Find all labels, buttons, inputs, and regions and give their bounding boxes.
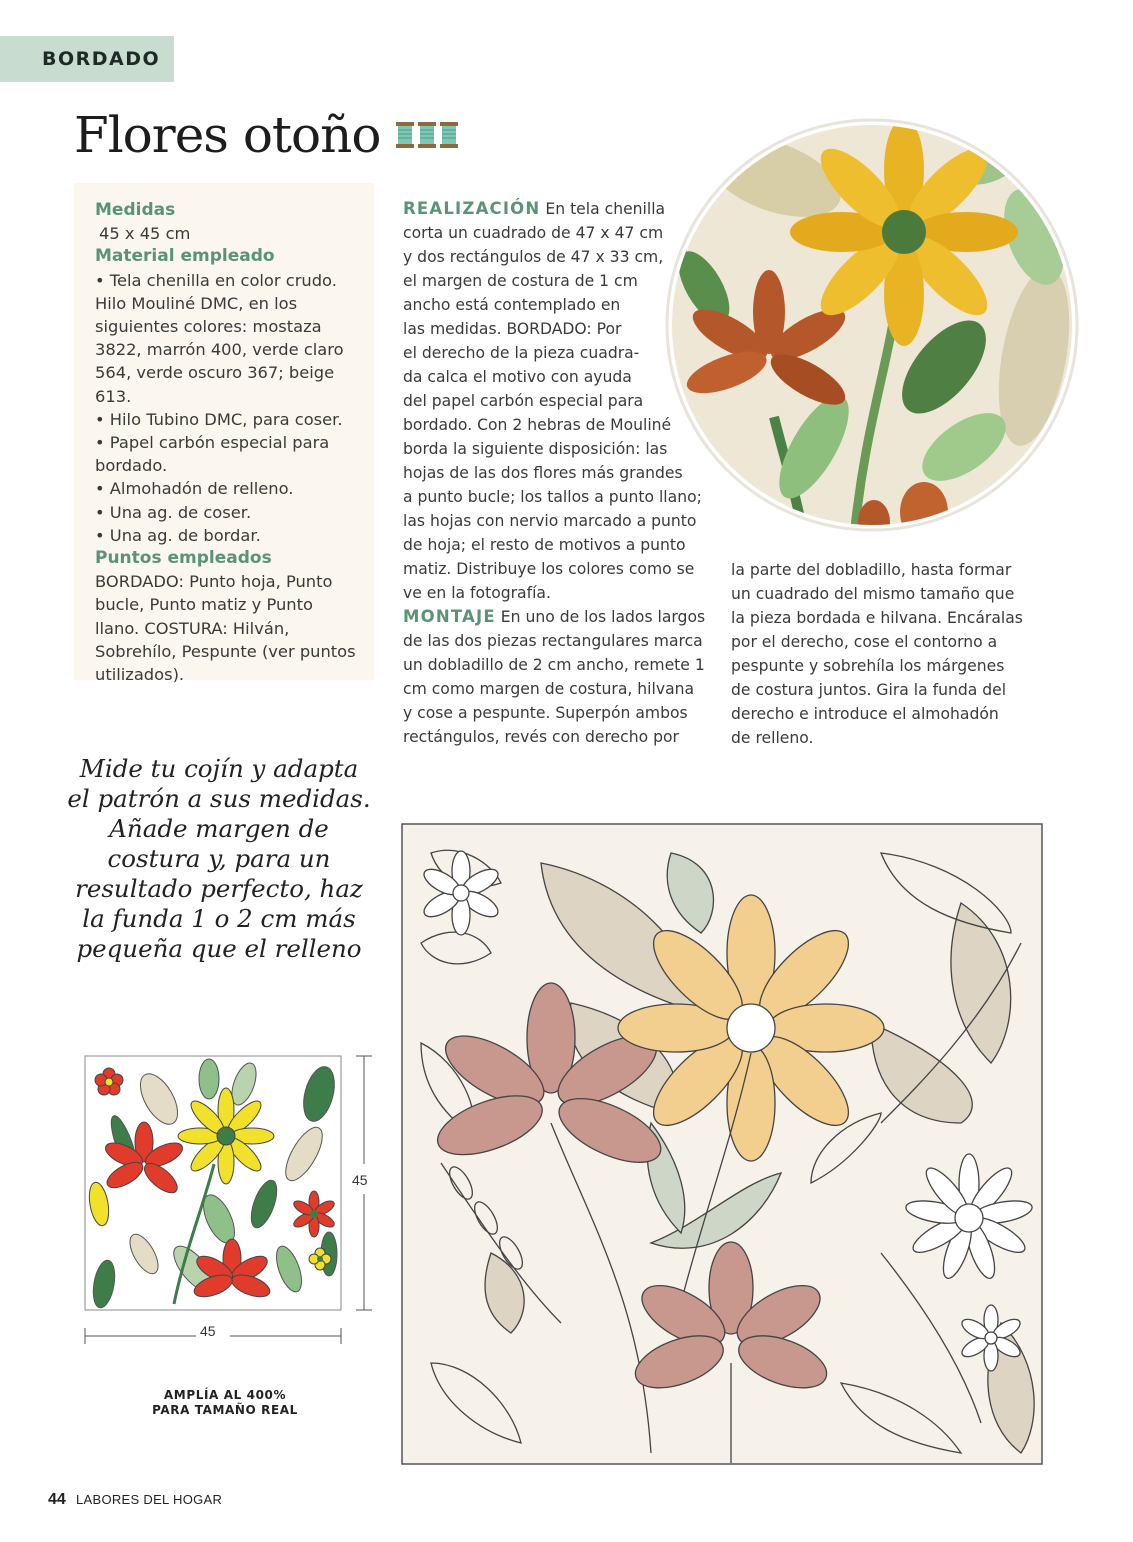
dimension-horizontal-label: 45 bbox=[200, 1323, 216, 1339]
instruction-line: MONTAJE En uno de los lados largos bbox=[403, 607, 706, 626]
instruction-line: y cose a pespunte. Superpón ambos bbox=[403, 704, 688, 722]
instruction-line: bordado. Con 2 hebras de Mouliné bbox=[403, 416, 672, 434]
materials-box bbox=[74, 183, 374, 685]
instruction-line: hojas de las dos flores más grandes bbox=[403, 464, 683, 482]
stitches-line: llano. COSTURA: Hilván, bbox=[95, 618, 290, 638]
material-line: bordado. bbox=[95, 456, 168, 476]
material-line: Hilo Mouliné DMC, en los bbox=[95, 293, 298, 313]
tip-quote bbox=[64, 754, 374, 964]
instruction-line: la pieza bordada e hilvana. Encáralas bbox=[731, 609, 1023, 627]
material-line: 564, verde oscuro 367; beige 613. bbox=[95, 363, 335, 406]
section-tag-label: BORDADO bbox=[42, 48, 161, 70]
montaje-keyword: MONTAJE bbox=[403, 607, 496, 626]
instruction-line: de las dos piezas rectangulares marca bbox=[403, 632, 703, 650]
large-embroidery-pattern bbox=[401, 823, 1043, 1465]
material-line: • Almohadón de relleno. bbox=[95, 479, 294, 499]
instruction-line: la parte del dobladillo, hasta formar bbox=[731, 561, 1012, 579]
instruction-line: de costura juntos. Gira la funda del bbox=[731, 681, 1007, 699]
instruction-line: y dos rectángulos de 47 x 33 cm, bbox=[403, 248, 664, 266]
small-color-pattern bbox=[84, 1054, 384, 1354]
measures-value: 45 x 45 cm bbox=[99, 224, 191, 244]
tip-line: pequeña que el relleno bbox=[76, 934, 362, 963]
section-tag bbox=[0, 36, 174, 82]
instruction-line: derecho e introduce el almohadón bbox=[731, 705, 999, 723]
instruction-line: las medidas. BORDADO: Por bbox=[403, 320, 622, 338]
instruction-line: de relleno. bbox=[731, 729, 814, 747]
instruction-line: el margen de costura de 1 cm bbox=[403, 272, 638, 290]
instruction-line: pespunte y sobrehíla los márgenes bbox=[731, 657, 1005, 675]
instruction-line: un dobladillo de 2 cm ancho, remete 1 bbox=[403, 656, 705, 674]
material-line: • Papel carbón especial para bbox=[95, 433, 330, 453]
title-row bbox=[74, 106, 459, 176]
embroidery-photo bbox=[664, 117, 1080, 533]
material-line: siguientes colores: mostaza bbox=[95, 317, 322, 337]
measures-heading: Medidas bbox=[95, 200, 176, 220]
instructions-column-middle bbox=[403, 197, 706, 749]
realizacion-keyword: REALIZACIÓN bbox=[403, 199, 541, 218]
instruction-line: borda la siguiente disposición: las bbox=[403, 440, 668, 458]
enlarge-note-line: PARA TAMAÑO REAL bbox=[152, 1403, 298, 1417]
stitches-line: bucle, Punto matiz y Punto bbox=[95, 595, 313, 615]
enlarge-note-line: AMPLÍA AL 400% bbox=[163, 1388, 287, 1402]
tip-line: Mide tu cojín y adapta bbox=[79, 754, 359, 783]
tip-line: costura y, para un bbox=[107, 844, 331, 873]
instructions-column-right bbox=[731, 558, 1031, 750]
stitches-heading: Puntos empleados bbox=[95, 548, 272, 569]
instruction-line: ancho está contemplado en bbox=[403, 296, 621, 314]
thread-spool-icon bbox=[395, 120, 459, 150]
instruction-line: da calca el motivo con ayuda bbox=[403, 368, 632, 386]
instruction-line: REALIZACIÓN En tela chenilla bbox=[403, 199, 666, 218]
tip-line: el patrón a sus medidas. bbox=[67, 784, 371, 813]
instruction-line: un cuadrado del mismo tamaño que bbox=[731, 585, 1015, 603]
tip-line: la funda 1 o 2 cm más bbox=[82, 904, 356, 933]
page-footer bbox=[48, 1491, 222, 1509]
stitches-line: utilizados). bbox=[95, 665, 185, 685]
material-line: • Hilo Tubino DMC, para coser. bbox=[95, 409, 343, 429]
stitches-line: BORDADO: Punto hoja, Punto bbox=[95, 572, 333, 592]
instruction-line: a punto bucle; los tallos a punto llano; bbox=[403, 488, 702, 506]
materials-text bbox=[95, 199, 365, 686]
tip-line: resultado perfecto, haz bbox=[75, 874, 363, 903]
enlarge-note bbox=[120, 1388, 330, 1418]
instruction-line: de hoja; el resto de motivos a punto bbox=[403, 536, 686, 554]
material-line: • Una ag. de bordar. bbox=[95, 525, 261, 545]
material-line: 3822, marrón 400, verde claro bbox=[95, 340, 344, 360]
instruction-line: ve en la fotografía. bbox=[403, 584, 551, 602]
instruction-line: el derecho de la pieza cuadra- bbox=[403, 344, 640, 362]
instruction-line: por el derecho, cose el contorno a bbox=[731, 633, 998, 651]
instruction-line: las hojas con nervio marcado a punto bbox=[403, 512, 697, 530]
stitches-line: Sobrehílo, Pespunte (ver puntos bbox=[95, 641, 356, 661]
dimension-vertical-label: 45 bbox=[352, 1172, 368, 1188]
page-title: Flores otoño bbox=[74, 106, 381, 164]
instruction-line: matiz. Distribuye los colores como se bbox=[403, 560, 695, 578]
instruction-line: cm como margen de costura, hilvana bbox=[403, 680, 695, 698]
material-heading: Material empleado bbox=[95, 246, 275, 267]
instruction-line: corta un cuadrado de 47 x 47 cm bbox=[403, 224, 664, 242]
tip-line: Añade margen de bbox=[109, 814, 329, 843]
material-line: • Una ag. de coser. bbox=[95, 502, 252, 522]
page-number: 44 bbox=[48, 1491, 66, 1508]
publication-name: LABORES DEL HOGAR bbox=[75, 1492, 223, 1507]
instruction-line: rectángulos, revés con derecho por bbox=[403, 728, 679, 746]
instruction-line: del papel carbón especial para bbox=[403, 392, 644, 410]
material-line: • Tela chenilla en color crudo. bbox=[95, 270, 337, 290]
